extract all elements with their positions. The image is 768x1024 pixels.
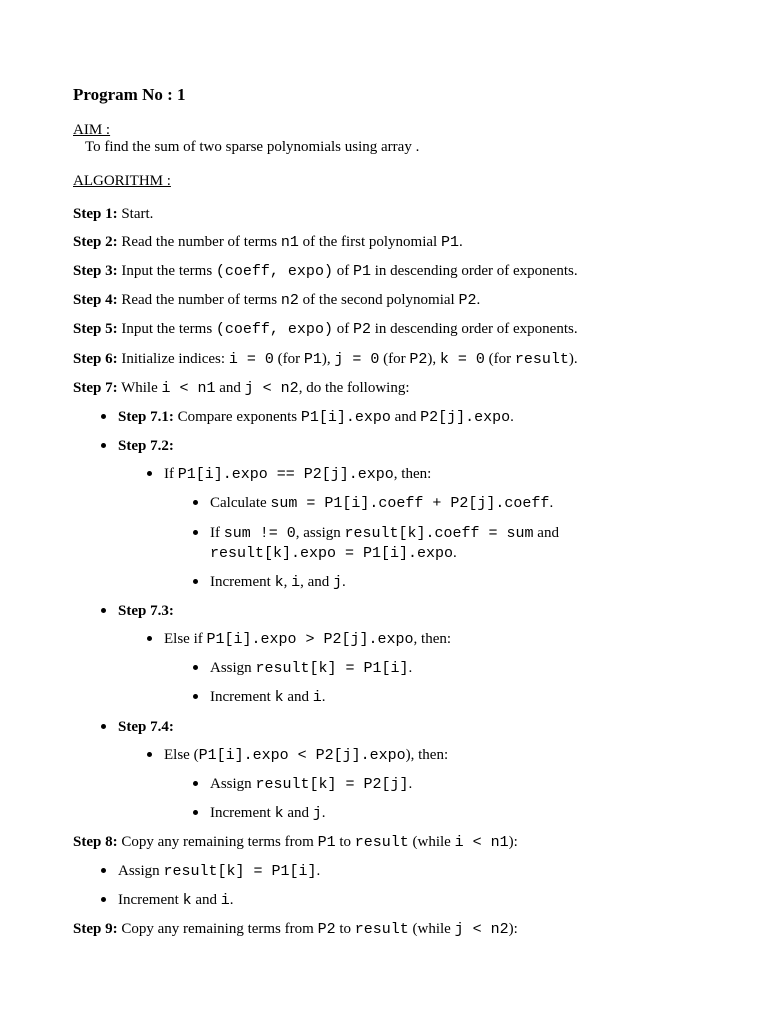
- step-text: and: [283, 689, 313, 705]
- step-text: ).: [568, 351, 578, 367]
- bullet-icon: [101, 897, 106, 902]
- step-text: ):: [508, 834, 518, 850]
- code-text: j = 0: [334, 351, 380, 368]
- step-7-2-calc: [210, 494, 553, 513]
- code-text: i = 0: [228, 351, 274, 368]
- bullet-icon: [101, 724, 106, 729]
- step-text: of the first polynomial: [298, 234, 441, 250]
- step-2: [73, 233, 463, 252]
- bullet-icon: [193, 665, 198, 670]
- step-7-2-assign: [210, 524, 559, 543]
- step-text: .: [316, 863, 321, 879]
- step-text: , assign: [295, 525, 345, 541]
- step-text: ),: [321, 351, 335, 367]
- code-text: i < n1: [454, 834, 509, 851]
- code-text: i: [291, 574, 301, 591]
- code-text: P1[i].expo < P2[j].expo: [198, 747, 406, 764]
- step-text: Calculate: [210, 495, 271, 511]
- step-label: Step 7.2:: [118, 438, 174, 454]
- code-text: j: [333, 574, 343, 591]
- step-text: Read the number of terms: [117, 234, 281, 250]
- step-label: Step 1:: [73, 206, 118, 222]
- step-8-increment: [118, 891, 234, 910]
- step-text: , do the following:: [298, 380, 410, 396]
- step-7-4-else: [164, 746, 448, 765]
- step-label: Step 2:: [73, 234, 118, 250]
- step-label: Step 7.3:: [118, 603, 174, 619]
- step-text: in descending order of exponents.: [370, 263, 578, 279]
- step-7-2-if: [164, 465, 431, 484]
- bullet-icon: [193, 500, 198, 505]
- step-text: and: [390, 409, 421, 425]
- step-7-4-assign: [210, 775, 412, 794]
- code-text: i: [312, 689, 322, 706]
- code-text: sum = P1[i].coeff + P2[j].coeff: [270, 495, 550, 512]
- bullet-icon: [147, 752, 152, 757]
- code-text: j: [312, 805, 322, 822]
- code-text: (coeff, expo): [215, 263, 333, 280]
- code-text: P2[j].expo: [420, 409, 511, 426]
- step-text: .: [510, 409, 514, 425]
- step-label: Step 7.4:: [118, 719, 174, 735]
- step-7-4-increment: [210, 804, 326, 823]
- step-text: ):: [508, 921, 518, 937]
- step-label: Step 7.1:: [118, 409, 174, 425]
- step-text: .: [408, 660, 413, 676]
- step-text: .: [342, 574, 346, 590]
- step-text: (while: [408, 834, 455, 850]
- step-text: .: [549, 495, 554, 511]
- step-text: .: [453, 545, 457, 561]
- step-label: Step 6:: [73, 351, 118, 367]
- bullet-icon: [101, 414, 106, 419]
- step-text: (for: [273, 351, 304, 367]
- step-text: Increment: [118, 892, 183, 908]
- step-text: (while: [408, 921, 455, 937]
- step-text: Compare exponents: [173, 409, 301, 425]
- step-text: If: [210, 525, 224, 541]
- step-7-3-elseif: [164, 630, 451, 649]
- step-text: Assign: [210, 776, 256, 792]
- step-text: .: [321, 689, 326, 705]
- code-text: (coeff, expo): [215, 321, 333, 338]
- step-text: of: [332, 321, 353, 337]
- step-text: , then:: [393, 466, 432, 482]
- aim-text: To find the sum of two sparse polynomials using array .: [85, 139, 420, 155]
- step-label: Step 7:: [73, 380, 118, 396]
- step-7-4: [118, 718, 174, 736]
- code-text: result[k] = P1[i]: [255, 660, 409, 677]
- code-text: result[k].expo = P1[i].expo: [210, 545, 454, 562]
- bullet-icon: [101, 443, 106, 448]
- step-text: Increment: [210, 689, 275, 705]
- step-1: [73, 205, 153, 223]
- step-text: Else if: [164, 631, 207, 647]
- code-text: result[k] = P2[j]: [255, 776, 409, 793]
- step-label: Step 3:: [73, 263, 118, 279]
- step-7-3-assign: [210, 659, 412, 678]
- step-7-2: [118, 437, 174, 455]
- step-7-2-assign-cont: [210, 544, 457, 563]
- step-text: Read the number of terms: [117, 292, 281, 308]
- step-text: of the second polynomial: [298, 292, 459, 308]
- bullet-icon: [101, 868, 106, 873]
- step-text: Copy any remaining terms from: [117, 921, 318, 937]
- code-text: result: [514, 351, 569, 368]
- step-text: ,: [283, 574, 292, 590]
- step-7: [73, 379, 410, 398]
- step-8: [73, 833, 518, 852]
- step-text: (for: [484, 351, 515, 367]
- code-text: result[k].coeff = sum: [344, 525, 534, 542]
- step-text: If: [164, 466, 178, 482]
- bullet-icon: [147, 636, 152, 641]
- step-text: Increment: [210, 574, 275, 590]
- bullet-icon: [193, 781, 198, 786]
- step-text: Assign: [118, 863, 164, 879]
- code-text: i < n1: [161, 380, 216, 397]
- step-text: Start.: [117, 206, 154, 222]
- step-9: [73, 920, 518, 939]
- code-text: P1[i].expo > P2[j].expo: [206, 631, 414, 648]
- algorithm-label: ALGORITHM :: [73, 173, 171, 189]
- code-text: k: [274, 805, 284, 822]
- code-text: k = 0: [439, 351, 485, 368]
- step-text: and: [283, 805, 313, 821]
- step-label: Step 8:: [73, 834, 118, 850]
- code-text: n2: [280, 292, 299, 309]
- step-text: Else (: [164, 747, 199, 763]
- step-text: ),: [427, 351, 440, 367]
- step-8-assign: [118, 862, 320, 881]
- code-text: result[k] = P1[i]: [163, 863, 317, 880]
- step-7-1: [118, 408, 514, 427]
- code-text: result: [354, 834, 409, 851]
- step-7-3: [118, 602, 174, 620]
- step-text: and: [191, 892, 221, 908]
- code-text: P2: [317, 921, 336, 938]
- step-7-2-increment: [210, 573, 346, 592]
- step-label: Step 9:: [73, 921, 118, 937]
- bullet-icon: [193, 810, 198, 815]
- step-text: ), then:: [405, 747, 449, 763]
- step-text: .: [476, 292, 481, 308]
- step-4: [73, 291, 480, 310]
- code-text: P1: [317, 834, 336, 851]
- code-text: j < n2: [454, 921, 509, 938]
- step-5: [73, 320, 578, 339]
- step-text: , then:: [413, 631, 452, 647]
- step-7-3-increment: [210, 688, 326, 707]
- step-text: in descending order of exponents.: [370, 321, 578, 337]
- code-text: j < n2: [244, 380, 299, 397]
- code-text: n1: [280, 234, 299, 251]
- step-text: of: [332, 263, 353, 279]
- step-text: and: [533, 525, 559, 541]
- step-text: Initialize indices:: [117, 351, 229, 367]
- step-text: , and: [300, 574, 334, 590]
- bullet-icon: [147, 471, 152, 476]
- step-text: and: [215, 380, 245, 396]
- step-text: .: [321, 805, 326, 821]
- code-text: P2: [352, 321, 371, 338]
- code-text: P1: [303, 351, 322, 368]
- step-text: While: [117, 380, 162, 396]
- step-text: Input the terms: [117, 321, 216, 337]
- step-6: [73, 350, 578, 369]
- bullet-icon: [193, 579, 198, 584]
- code-text: k: [274, 574, 284, 591]
- step-text: Assign: [210, 660, 256, 676]
- code-text: P1: [440, 234, 459, 251]
- step-text: Input the terms: [117, 263, 216, 279]
- bullet-icon: [193, 694, 198, 699]
- step-text: .: [408, 776, 413, 792]
- code-text: k: [274, 689, 284, 706]
- step-text: (for: [379, 351, 410, 367]
- step-text: Copy any remaining terms from: [117, 834, 318, 850]
- aim-label: AIM :: [73, 122, 111, 138]
- step-label: Step 4:: [73, 292, 118, 308]
- code-text: k: [182, 892, 192, 909]
- step-text: Increment: [210, 805, 275, 821]
- code-text: P1[i].expo: [300, 409, 391, 426]
- code-text: P1[i].expo == P2[j].expo: [177, 466, 394, 483]
- step-label: Step 5:: [73, 321, 118, 337]
- code-text: P2: [458, 292, 477, 309]
- program-title: Program No : 1: [73, 85, 186, 104]
- step-text: to: [335, 834, 355, 850]
- step-text: .: [229, 892, 234, 908]
- bullet-icon: [193, 530, 198, 535]
- bullet-icon: [101, 608, 106, 613]
- step-text: .: [458, 234, 463, 250]
- step-3: [73, 262, 578, 281]
- code-text: i: [220, 892, 230, 909]
- code-text: P1: [352, 263, 371, 280]
- code-text: sum != 0: [223, 525, 296, 542]
- code-text: P2: [409, 351, 428, 368]
- code-text: result: [354, 921, 409, 938]
- step-text: to: [335, 921, 355, 937]
